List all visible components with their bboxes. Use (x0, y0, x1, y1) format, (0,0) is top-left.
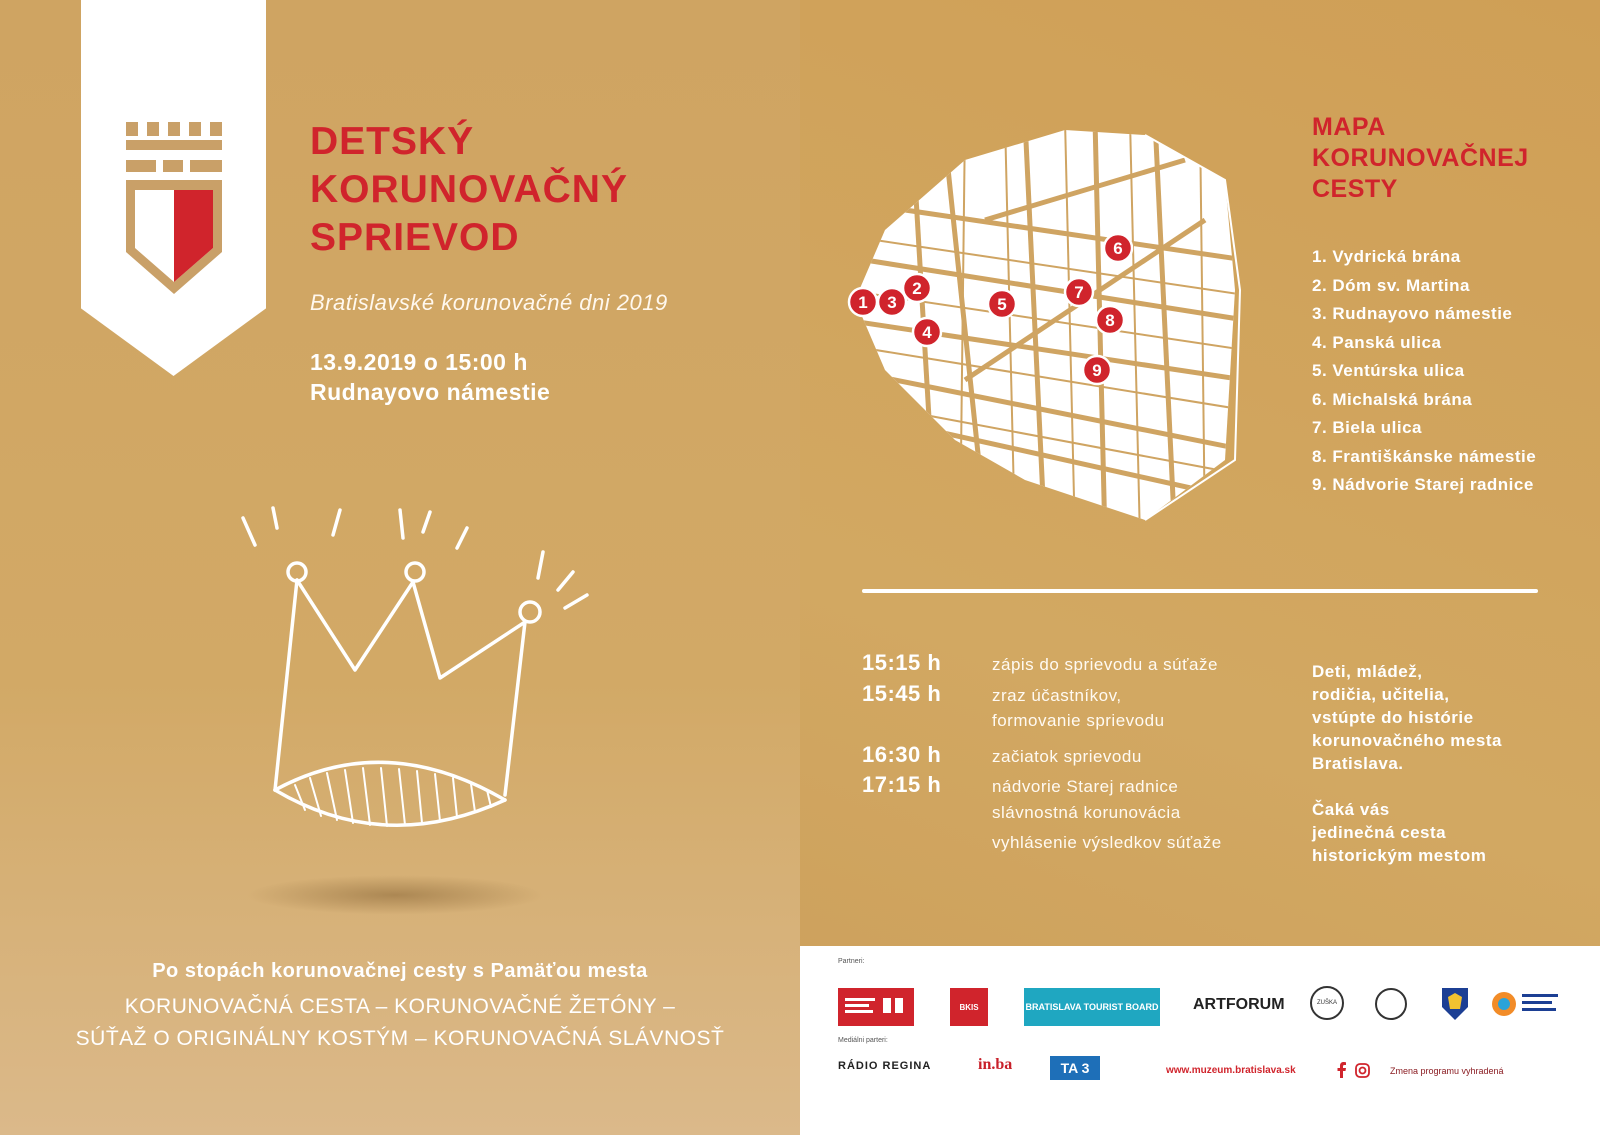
route-stops-list (1312, 243, 1536, 500)
map-marker-label: 4 (922, 323, 932, 342)
event-subtitle: Bratislavské korunovačné dni 2019 (310, 290, 668, 315)
website-link[interactable]: www.muzeum.bratislava.sk (1166, 1065, 1296, 1076)
program-highlights (40, 960, 760, 1055)
highlights-line: SÚŤAŽ O ORIGINÁLNY KOSTÝM – KORUNOVAČNÁ SLÁVNOSŤ (75, 1027, 725, 1050)
route-stop: 5. Ventúrska ulica (1312, 361, 1465, 380)
crown-doodle-icon (235, 500, 605, 850)
ta3-logo: TA 3 (1050, 1056, 1100, 1080)
bkis-logo: BKIS (950, 988, 988, 1026)
schedule-time: 16:30 h (862, 741, 942, 767)
map-marker-label: 3 (887, 293, 897, 312)
schedule-row (862, 711, 1222, 742)
ribbon-banner (81, 0, 266, 376)
route-stop: 6. Michalská brána (1312, 389, 1473, 409)
schedule-text: zraz účastníkov, (992, 685, 1122, 705)
inba-logo: in.ba (978, 1056, 1013, 1073)
map-title (1312, 112, 1529, 205)
schedule-row (862, 681, 1222, 712)
schedule-time: 17:15 h (862, 772, 942, 797)
map-marker-label: 7 (1074, 283, 1084, 302)
event-place: Rudnayovo námestie (310, 379, 551, 405)
museum-logo (838, 988, 914, 1026)
schedule-text: začiatok sprievodu (992, 746, 1142, 766)
school-seal-icon (1375, 988, 1407, 1020)
facebook-icon[interactable] (1336, 1062, 1348, 1078)
route-stop: 3. Rudnayovo námestie (1312, 304, 1513, 323)
map-marker-label: 1 (858, 293, 868, 312)
schedule-text: zápis do sprievodu a súťaže (992, 655, 1218, 674)
zuska-logo: ZUŠKA (1310, 986, 1344, 1020)
route-stop: 4. Panská ulica (1312, 332, 1442, 352)
map-marker-label: 8 (1105, 311, 1115, 330)
radio-regina-logo: RÁDIO REGINA (838, 1060, 932, 1072)
schedule-row (862, 803, 1222, 834)
crown-shadow (245, 875, 545, 915)
route-stop: 8. Františkánske námestie (1312, 446, 1537, 466)
schedule-text: nádvorie Starej radnice (992, 777, 1179, 796)
title-line: KORUNOVAČNÝ (310, 168, 628, 211)
schedule-row (862, 650, 1222, 681)
schedule-row (862, 742, 1222, 773)
event-title (310, 118, 628, 262)
tourist-board-logo: BRATISLAVA TOURIST BOARD (1024, 988, 1160, 1026)
invitation-line: korunovačného mesta (1312, 731, 1502, 750)
artforum-logo: ARTFORUM (1193, 996, 1285, 1013)
schedule-time: 15:15 h (862, 650, 942, 675)
map-title-line: MAPA (1312, 113, 1386, 141)
festival-logo-icon (1490, 986, 1562, 1022)
invitation-line: Čaká vás (1312, 800, 1390, 819)
invitation-line: vstúpte do histórie (1312, 708, 1474, 727)
highlights-line: KORUNOVAČNÁ CESTA – KORUNOVAČNÉ ŽETÓNY – (124, 995, 676, 1018)
partners-label: Partneri: (838, 958, 865, 965)
route-map (845, 120, 1245, 540)
map-title-line: KORUNOVAČNEJ (1312, 144, 1529, 172)
museum-logo-icon (841, 992, 911, 1022)
event-date-place (310, 347, 550, 407)
program-change-note: Zmena programu vyhradená (1390, 1066, 1504, 1076)
schedule-row (862, 833, 1222, 864)
schedule-time: 15:45 h (862, 680, 942, 706)
map-marker-label: 5 (997, 295, 1007, 314)
map-marker-label: 2 (912, 279, 922, 298)
schedule-row (862, 772, 1222, 803)
route-stop: 7. Biela ulica (1312, 418, 1422, 437)
route-stop: 9. Nádvorie Starej radnice (1312, 475, 1534, 494)
section-divider (862, 589, 1538, 593)
castle-shield-icon (123, 122, 223, 297)
media-label: Mediálni parteri: (838, 1037, 888, 1044)
invitation-line: jedinečná cesta (1312, 823, 1447, 842)
event-date: 13.9.2019 o 15:00 h (310, 349, 528, 375)
route-stop: 2. Dóm sv. Martina (1312, 275, 1470, 295)
invitation-line: Bratislava. (1312, 754, 1404, 773)
instagram-icon[interactable] (1354, 1062, 1370, 1078)
schedule (862, 650, 1222, 864)
schedule-text: vyhlásenie výsledkov súťaže (992, 833, 1222, 852)
tagline: Po stopách korunovačnej cesty s Pamäťou mesta (152, 960, 648, 982)
partners-footer (800, 946, 1600, 1135)
schedule-text: slávnostná korunovácia (992, 802, 1181, 822)
coat-of-arms-icon (1440, 986, 1470, 1022)
invitation-line: Deti, mládež, (1312, 662, 1423, 681)
title-line: DETSKÝ (310, 120, 475, 163)
schedule-text: formovanie sprievodu (992, 711, 1165, 730)
map-marker-label: 6 (1113, 239, 1123, 258)
invitation-line: rodičia, učitelia, (1312, 685, 1450, 704)
map-marker-label: 9 (1092, 361, 1102, 380)
invitation-text (1312, 660, 1502, 890)
invitation-paragraph (1312, 798, 1502, 867)
invitation-line: historickým mestom (1312, 846, 1487, 865)
map-title-line: CESTY (1312, 175, 1398, 203)
route-stop: 1. Vydrická brána (1312, 247, 1461, 266)
invitation-paragraph (1312, 660, 1502, 775)
title-line: SPRIEVOD (310, 216, 520, 259)
